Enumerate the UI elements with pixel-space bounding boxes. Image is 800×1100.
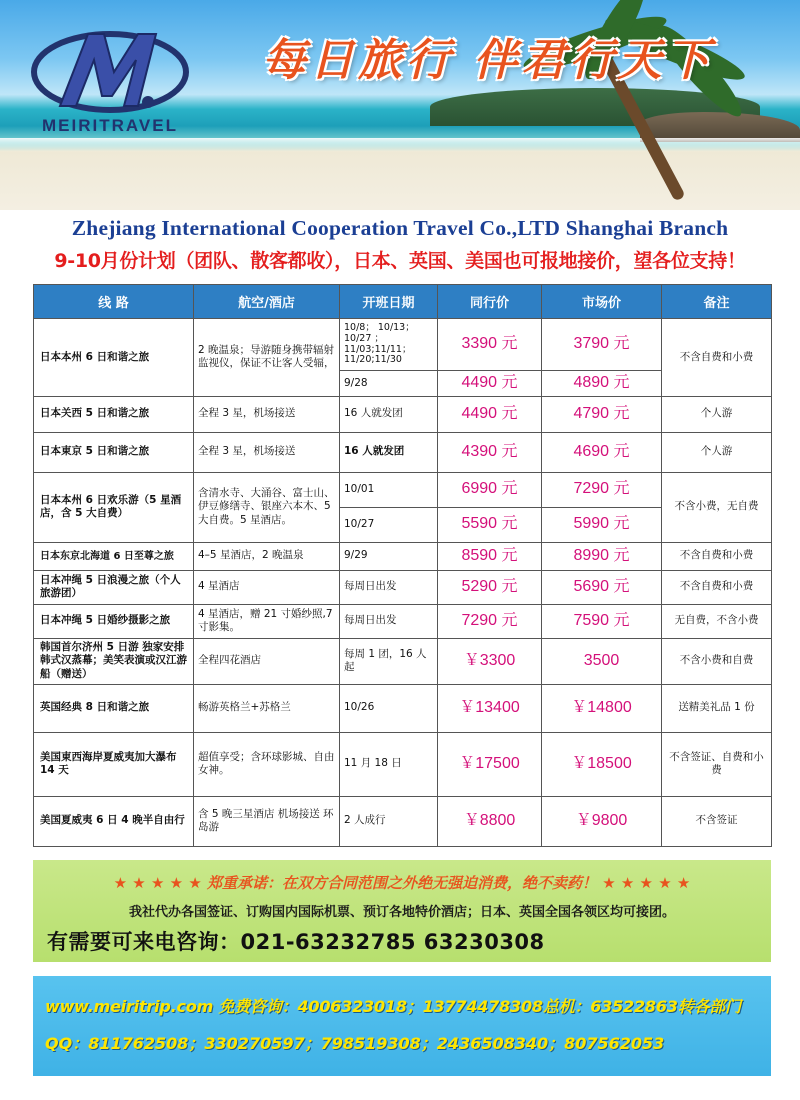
table-row xyxy=(34,684,772,732)
table-row xyxy=(34,542,772,570)
peer-price-cell: 5290 元 xyxy=(438,570,542,604)
hotel-cell: 全程四花酒店 xyxy=(194,638,340,684)
header-peer-price: 同行价 xyxy=(438,285,542,319)
market-price-cell: 7290 元 xyxy=(542,472,662,507)
market-price-cell: 4790 元 xyxy=(542,396,662,432)
hotel-cell: 全程 3 星，机场接送 xyxy=(194,432,340,472)
header-hotel: 航空/酒店 xyxy=(194,285,340,319)
market-price-cell: 8990 元 xyxy=(542,542,662,570)
hotel-cell: 2 晚温泉；导游随身携带辐射监视仪，保证不让客人受辐， xyxy=(194,319,340,397)
peer-price-cell: 3390 元 xyxy=(438,319,542,371)
note-cell: 个人游 xyxy=(662,396,772,432)
table-row xyxy=(34,796,772,846)
date-cell: 10/27 xyxy=(340,507,438,542)
service-line: 我社代办各国签证、订购国内国际机票、预订各地特价酒店；日本、英国全国各领区均可接团。 xyxy=(128,905,675,920)
peer-price-cell: ￥8800 xyxy=(438,796,542,846)
route-cell: 日本东京北海道 6 日至尊之旅 xyxy=(34,542,194,570)
date-cell: 16 人就发团 xyxy=(340,432,438,472)
table-row xyxy=(34,570,772,604)
route-cell: 日本冲绳 5 日婚纱摄影之旅 xyxy=(34,604,194,638)
route-cell: 日本冲绳 5 日浪漫之旅（个人旅游团） xyxy=(34,570,194,604)
date-cell: 10/8； 10/13；10/27 ；11/03;11/11；11/20;11/30 xyxy=(340,319,438,371)
date-cell: 10/26 xyxy=(340,684,438,732)
note-cell: 无自费，不含小费 xyxy=(662,604,772,638)
date-cell: 2 人成行 xyxy=(340,796,438,846)
route-cell: 英国经典 8 日和谐之旅 xyxy=(34,684,194,732)
route-cell: 日本本州 6 日欢乐游（5 星酒店，含 5 大自费） xyxy=(34,472,194,542)
peer-price-cell: 6990 元 xyxy=(438,472,542,507)
route-cell: 美国東西海岸夏威夷加大瀑布 14 天 xyxy=(34,732,194,796)
banner-image xyxy=(0,0,800,210)
table-row xyxy=(34,396,772,432)
header-route: 线 路 xyxy=(34,285,194,319)
logo-m-icon xyxy=(30,24,190,116)
route-cell: 韩国首尔济州 5 日游 独家安排韩式汉蒸幕；美笑表演或汉江游船（赠送） xyxy=(34,638,194,684)
hotel-cell: 超值享受；含环球影城、自由女神。 xyxy=(194,732,340,796)
route-cell: 美国夏威夷 6 日 4 晚半自由行 xyxy=(34,796,194,846)
market-price-cell: 7590 元 xyxy=(542,604,662,638)
peer-price-cell: 4390 元 xyxy=(438,432,542,472)
hotel-cell: 全程 3 星，机场接送 xyxy=(194,396,340,432)
date-cell: 9/29 xyxy=(340,542,438,570)
slogan: 每日旅行 伴君行天下 xyxy=(262,35,714,86)
peer-price-cell: 7290 元 xyxy=(438,604,542,638)
note-cell: 不含签证、自费和小费 xyxy=(662,732,772,796)
market-price-cell: 4890 元 xyxy=(542,371,662,397)
market-price-cell: 3790 元 xyxy=(542,319,662,371)
note-cell: 不含小费和自费 xyxy=(662,638,772,684)
logo-text: MEIRITRAVEL xyxy=(42,116,178,135)
market-price-cell: ￥14800 xyxy=(542,684,662,732)
contact-qq: QQ：811762508；330270597；798519308；2436508340；807562053 xyxy=(45,1034,665,1053)
peer-price-cell: ￥13400 xyxy=(438,684,542,732)
hotel-cell: 含 5 晚三星酒店 机场接送 环岛游 xyxy=(194,796,340,846)
date-cell: 每周日出发 xyxy=(340,604,438,638)
company-name: Zhejiang International Cooperation Travel Co.,LTD Shanghai Branch xyxy=(71,216,729,240)
note-cell: 不含小费，无自费 xyxy=(662,472,772,542)
peer-price-cell: 5590 元 xyxy=(438,507,542,542)
note-cell: 个人游 xyxy=(662,432,772,472)
route-cell: 日本本州 6 日和谐之旅 xyxy=(34,319,194,397)
market-price-cell: 3500 xyxy=(542,638,662,684)
hotel-cell: 4 星酒店，赠 21 寸婚纱照,7 寸影集。 xyxy=(194,604,340,638)
market-price-cell: 5990 元 xyxy=(542,507,662,542)
note-cell: 送精美礼品 1 份 xyxy=(662,684,772,732)
market-price-cell: ￥18500 xyxy=(542,732,662,796)
price-table xyxy=(33,284,772,847)
peer-price-cell: 4490 元 xyxy=(438,396,542,432)
date-cell: 16 人就发团 xyxy=(340,396,438,432)
header-date: 开班日期 xyxy=(340,285,438,319)
table-row xyxy=(34,732,772,796)
plan-heading: 9-10月份计划（团队、散客都收），日本、英国、美国也可报地接价，望各位支持！ xyxy=(54,250,746,272)
date-cell: 11 月 18 日 xyxy=(340,732,438,796)
date-cell: 10/01 xyxy=(340,472,438,507)
note-cell: 不含自费和小费 xyxy=(662,542,772,570)
peer-price-cell: ￥17500 xyxy=(438,732,542,796)
market-price-cell: 5690 元 xyxy=(542,570,662,604)
banner-shore xyxy=(0,138,800,152)
peer-price-cell: ￥3300 xyxy=(438,638,542,684)
note-cell: 不含自费和小费 xyxy=(662,570,772,604)
route-cell: 日本東京 5 日和谐之旅 xyxy=(34,432,194,472)
route-cell: 日本关西 5 日和谐之旅 xyxy=(34,396,194,432)
note-cell: 不含签证 xyxy=(662,796,772,846)
table-row xyxy=(34,604,772,638)
peer-price-cell: 8590 元 xyxy=(438,542,542,570)
hotel-cell: 畅游英格兰+苏格兰 xyxy=(194,684,340,732)
peer-price-cell: 4490 元 xyxy=(438,371,542,397)
market-price-cell: 4690 元 xyxy=(542,432,662,472)
hotel-cell: 4–5 星酒店，2 晚温泉 xyxy=(194,542,340,570)
hotel-cell: 含清水寺、大涌谷、富士山、伊豆修缮寺、银座六本木、5 大自费。5 星酒店。 xyxy=(194,472,340,542)
company-logo xyxy=(22,24,198,134)
note-cell: 不含自费和小费 xyxy=(662,319,772,397)
date-cell: 每周日出发 xyxy=(340,570,438,604)
contact-box xyxy=(33,976,771,1076)
hotel-cell: 4 星酒店 xyxy=(194,570,340,604)
contact-website-phones: www.meiritrip.com 免费咨询：4006323018；13774478308总机：63522863转各部门 xyxy=(45,997,741,1016)
hotline: 有需要可来电咨询：021-63232785 63230308 xyxy=(47,930,545,954)
promise-title: ★ ★ ★ ★ ★ 郑重承诺：在双方合同范围之外绝无强迫消费，绝不卖药！ ★ ★ ★ ★ ★ xyxy=(113,874,691,892)
header-note: 备注 xyxy=(662,285,772,319)
table-row xyxy=(34,472,772,507)
market-price-cell: ￥9800 xyxy=(542,796,662,846)
header-market-price: 市场价 xyxy=(542,285,662,319)
table-row xyxy=(34,432,772,472)
date-cell: 9/28 xyxy=(340,371,438,397)
date-cell: 每周 1 团，16 人起 xyxy=(340,638,438,684)
table-row xyxy=(34,319,772,371)
promise-box xyxy=(33,860,771,962)
table-row xyxy=(34,638,772,684)
table-header-row xyxy=(34,285,772,319)
